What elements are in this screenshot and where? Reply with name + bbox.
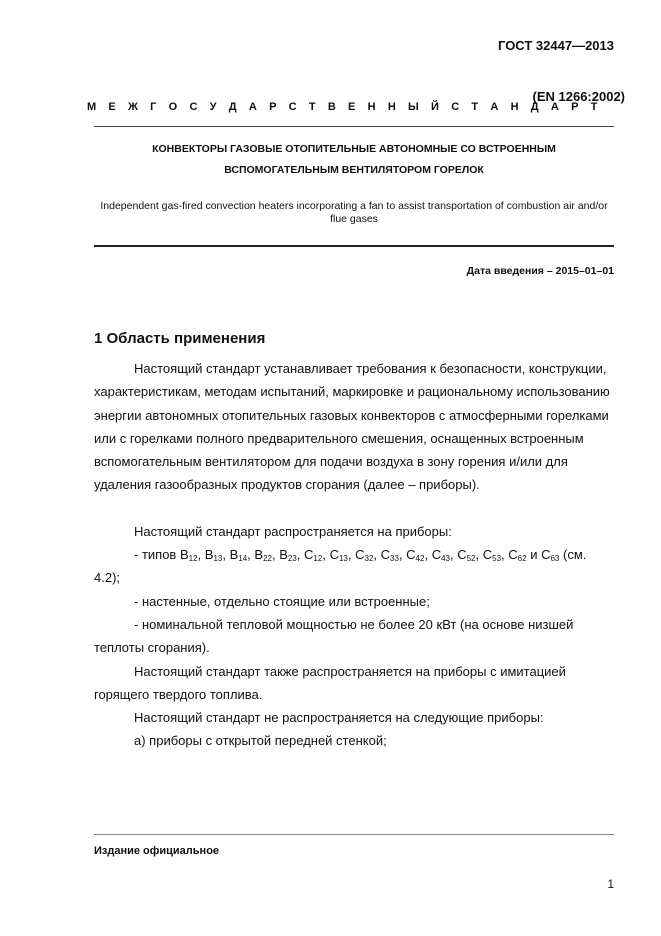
appliance-type-letter: B — [229, 547, 239, 562]
appliance-type-separator: , — [322, 547, 330, 562]
appliance-type-subscript: 13 — [213, 554, 223, 563]
mounting-list-item: - настенные, отдельно стоящие или встроенные; — [134, 594, 430, 609]
title-line-2: ВСПОМОГАТЕЛЬНЫМ ВЕНТИЛЯТОРОМ ГОРЕЛОК — [224, 164, 484, 176]
appliance-type — [381, 547, 407, 562]
appliance-type — [355, 547, 381, 562]
appliance-type-letter: B — [279, 547, 288, 562]
scope-paragraph-4: Настоящий стандарт не распространяется на следующие приборы: — [134, 710, 544, 725]
appliance-type-separator: , — [449, 547, 458, 562]
appliance-type-subscript: 62 — [517, 554, 527, 563]
appliance-type-separator: , — [475, 547, 483, 562]
date-of-introduction: Дата введения – 2015–01–01 — [466, 265, 614, 277]
appliance-type-separator: , — [373, 547, 381, 562]
appliance-type — [304, 547, 330, 562]
title-line-1: КОНВЕКТОРЫ ГАЗОВЫЕ ОТОПИТЕЛЬНЫЕ АВТОНОМНЫЕ СО ВСТРОЕННЫМ — [152, 143, 556, 155]
english-title: Independent gas-fired convection heaters incorporating a fan to assist transportation of combustion air and/or flue gases — [100, 200, 608, 225]
gost-number: ГОСТ 32447—2013 — [498, 38, 614, 53]
appliance-type-subscript: 33 — [390, 554, 399, 563]
appliance-type-subscript: 12 — [313, 554, 323, 563]
appliance-type-letter: C — [541, 547, 551, 562]
title-divider — [94, 245, 614, 247]
appliance-type — [541, 547, 559, 562]
types-list-item — [94, 543, 614, 590]
appliance-type-separator: , — [296, 547, 305, 562]
scope-paragraph-1: Настоящий стандарт устанавливает требования к безопасности, конструкции, характеристикам, методам испытаний, маркировке и рациональному использованию энергии автономных отопительных газовых конвекторов с атмосферными горелками или с горелками полного предварительного смешения, оснащенных встроенным вспомогательным вентилятором для подачи воздуха в зону горения и/или для удаления газообразных продуктов сгорания (далее – приборы). — [94, 361, 610, 493]
appliance-type-separator: , — [222, 547, 230, 562]
appliance-type-letter: B — [254, 547, 264, 562]
scope-paragraph-3: Настоящий стандарт также распространяется на приборы с имитацией горящего твердого топлива. — [94, 664, 566, 703]
types-prefix: - типов — [134, 547, 177, 562]
appliance-type — [254, 547, 279, 562]
appliance-type-letter: C — [482, 547, 493, 562]
appliance-type-subscript: 43 — [441, 554, 450, 563]
page-number: 1 — [607, 877, 614, 891]
appliance-type-subscript: 22 — [263, 554, 272, 563]
appliance-type-letter: C — [457, 547, 467, 562]
section-heading: 1 Область применения — [94, 330, 266, 347]
appliance-type-separator: , — [247, 547, 255, 562]
appliance-type-letter: B — [204, 547, 214, 562]
appliance-type — [279, 547, 304, 562]
appliance-type-letter: C — [380, 547, 391, 562]
appliance-type-subscript: 23 — [287, 554, 297, 563]
appliance-type-subscript: 53 — [492, 554, 502, 563]
appliance-type — [205, 547, 230, 562]
document-title — [94, 139, 614, 181]
power-list-item: - номинальной тепловой мощностью не более 20 кВт (на основе низшей теплоты сгорания). — [94, 617, 574, 656]
appliance-type-separator: и — [526, 547, 542, 562]
footer-divider — [94, 834, 614, 835]
appliance-type-subscript: 14 — [238, 554, 248, 563]
appliance-type-separator: , — [271, 547, 280, 562]
appliance-type-separator: , — [424, 547, 432, 562]
appliance-type-subscript: 52 — [466, 554, 476, 563]
header-divider — [94, 126, 614, 127]
exclusion-item-a: а) приборы с открытой передней стенкой; — [134, 733, 387, 748]
appliance-type-separator: , — [501, 547, 509, 562]
en-reference: (EN 1266:2002) — [532, 89, 625, 104]
appliance-types — [180, 547, 559, 562]
appliance-type-letter: B — [179, 547, 189, 562]
interstate-standard-label: М Е Ж Г О С У Д А Р С Т В Е Н Н Ы Й С Т А Н Д А Р Т — [86, 101, 603, 113]
appliance-type-letter: C — [431, 547, 442, 562]
appliance-type-letter: C — [355, 547, 365, 562]
appliance-type — [483, 547, 509, 562]
appliance-type-subscript: 13 — [338, 554, 348, 563]
appliance-type — [180, 547, 205, 562]
appliance-type-subscript: 12 — [188, 554, 198, 563]
scope-paragraph-2: Настоящий стандарт распространяется на приборы: — [134, 524, 452, 539]
appliance-type-separator: , — [197, 547, 205, 562]
appliance-type — [457, 547, 483, 562]
appliance-type-separator: , — [347, 547, 356, 562]
appliance-type — [406, 547, 432, 562]
appliance-type-subscript: 42 — [415, 554, 425, 563]
official-edition-label: Издание официальное — [94, 845, 220, 857]
types-suffix: (см. 4.2); — [94, 547, 587, 586]
appliance-type-letter: C — [406, 547, 416, 562]
appliance-type — [432, 547, 458, 562]
appliance-type-subscript: 32 — [364, 554, 374, 563]
appliance-type-letter: C — [329, 547, 339, 562]
appliance-type-separator: , — [398, 547, 407, 562]
appliance-type — [230, 547, 255, 562]
appliance-type — [508, 547, 541, 562]
appliance-type-subscript: 63 — [550, 554, 560, 563]
appliance-type-letter: C — [304, 547, 314, 562]
appliance-type-letter: C — [508, 547, 518, 562]
appliance-type — [330, 547, 356, 562]
